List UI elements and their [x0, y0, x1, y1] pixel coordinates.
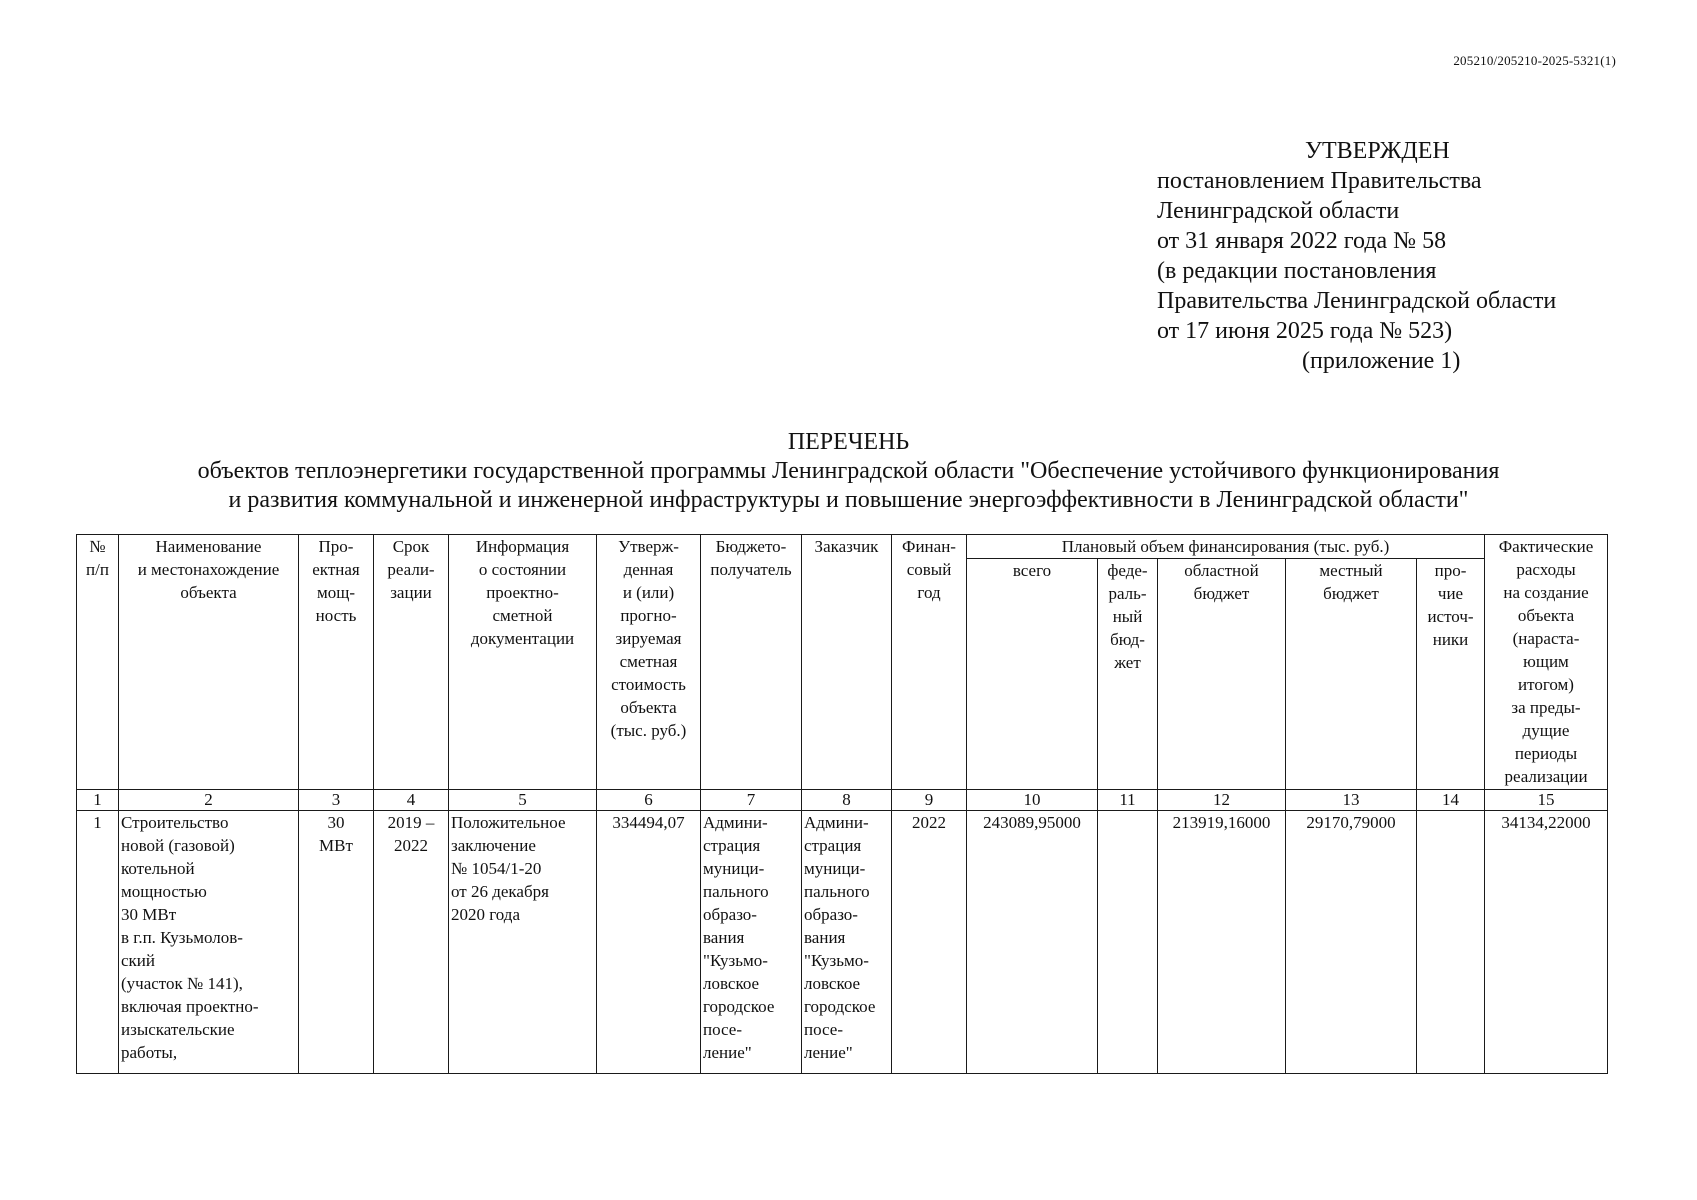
cell-name: Строительство новой (газовой) котельной мощностью 30 МВт в г.п. Кузьмолов- ский (участок № 141), включая проектно- изыскательские работы,	[119, 811, 299, 1074]
objects-table	[76, 534, 1608, 1074]
header-year: Финан- совый год	[892, 535, 967, 790]
cell-other-sources	[1417, 811, 1485, 1074]
heading-title: ПЕРЕЧЕНЬ	[787, 429, 910, 455]
approval-line: УТВЕРЖДЕН	[1305, 138, 1450, 164]
cell-customer: Админи- страция муници- пального образо- вания "Кузьмо- ловское городское посе- ление"	[802, 811, 892, 1074]
cell-capacity: 30 МВт	[299, 811, 374, 1074]
column-number: 8	[802, 790, 892, 811]
header-planned-financing: Плановый объем финансирования (тыс. руб.)	[967, 535, 1485, 559]
approval-block	[1157, 136, 1556, 376]
cell-year: 2022	[892, 811, 967, 1074]
table-row	[77, 811, 1608, 1074]
column-number: 4	[374, 790, 449, 811]
cell-cost: 334494,07	[597, 811, 701, 1074]
header-federal-budget: феде- раль- ный бюд- жет	[1098, 559, 1158, 790]
header-regional-budget: областной бюджет	[1158, 559, 1286, 790]
column-number: 3	[299, 790, 374, 811]
header-documentation: Информация о состоянии проектно- сметной документации	[449, 535, 597, 790]
approval-line: Правительства Ленинградской области	[1157, 288, 1557, 314]
header-row	[77, 535, 1608, 559]
approval-line: (приложение 1)	[1302, 348, 1461, 374]
column-number: 13	[1286, 790, 1417, 811]
cell-term: 2019 – 2022	[374, 811, 449, 1074]
document-number: 205210/205210-2025-5321(1)	[1453, 53, 1616, 68]
column-number: 15	[1485, 790, 1608, 811]
cell-actual-expenses: 34134,22000	[1485, 811, 1608, 1074]
header-term: Срок реали- зации	[374, 535, 449, 790]
cell-total: 243089,95000	[967, 811, 1098, 1074]
cell-number: 1	[77, 811, 119, 1074]
column-number: 14	[1417, 790, 1485, 811]
approval-line: постановлением Правительства	[1157, 168, 1482, 194]
approval-line: Ленинградской области	[1157, 198, 1400, 224]
column-number: 12	[1158, 790, 1286, 811]
header-other-sources: про- чие источ- ники	[1417, 559, 1485, 790]
header-recipient: Бюджето- получатель	[701, 535, 802, 790]
column-number: 2	[119, 790, 299, 811]
column-number: 1	[77, 790, 119, 811]
cell-local-budget: 29170,79000	[1286, 811, 1417, 1074]
header-name: Наименование и местонахождение объекта	[119, 535, 299, 790]
column-number: 7	[701, 790, 802, 811]
column-number: 9	[892, 790, 967, 811]
cell-federal-budget	[1098, 811, 1158, 1074]
header-local-budget: местный бюджет	[1286, 559, 1417, 790]
header-customer: Заказчик	[802, 535, 892, 790]
header-actual-expenses: Фактические расходы на создание объекта (нараста- ющим итогом) за преды- дущие периоды реализации	[1485, 535, 1608, 790]
objects-table-wrap	[76, 534, 1608, 1074]
approval-line: от 17 июня 2025 года № 523)	[1157, 318, 1453, 344]
header-capacity: Про- ектная мощ- ность	[299, 535, 374, 790]
header-number: № п/п	[77, 535, 119, 790]
approval-line: (в редакции постановления	[1157, 258, 1437, 284]
heading-line-2: и развития коммунальной и инженерной инфраструктуры и повышение энергоэффективности в Ленинградской области"	[228, 487, 1469, 513]
header-cost: Утверж- денная и (или) прогно- зируемая сметная стоимость объекта (тыс. руб.)	[597, 535, 701, 790]
approval-line: от 31 января 2022 года № 58	[1157, 228, 1447, 254]
heading-line-1: объектов теплоэнергетики государственной программы Ленинградской области "Обеспечение устойчивого функционирования	[197, 458, 1500, 484]
column-number: 5	[449, 790, 597, 811]
cell-documentation: Положительное заключение № 1054/1-20 от 26 декабря 2020 года	[449, 811, 597, 1074]
column-number: 10	[967, 790, 1098, 811]
column-numbers-row	[77, 790, 1608, 811]
cell-recipient: Админи- страция муници- пального образо- вания "Кузьмо- ловское городское посе- ление"	[701, 811, 802, 1074]
cell-regional-budget: 213919,16000	[1158, 811, 1286, 1074]
header-total: всего	[967, 559, 1098, 790]
document-heading	[0, 428, 1697, 515]
column-number: 11	[1098, 790, 1158, 811]
column-number: 6	[597, 790, 701, 811]
